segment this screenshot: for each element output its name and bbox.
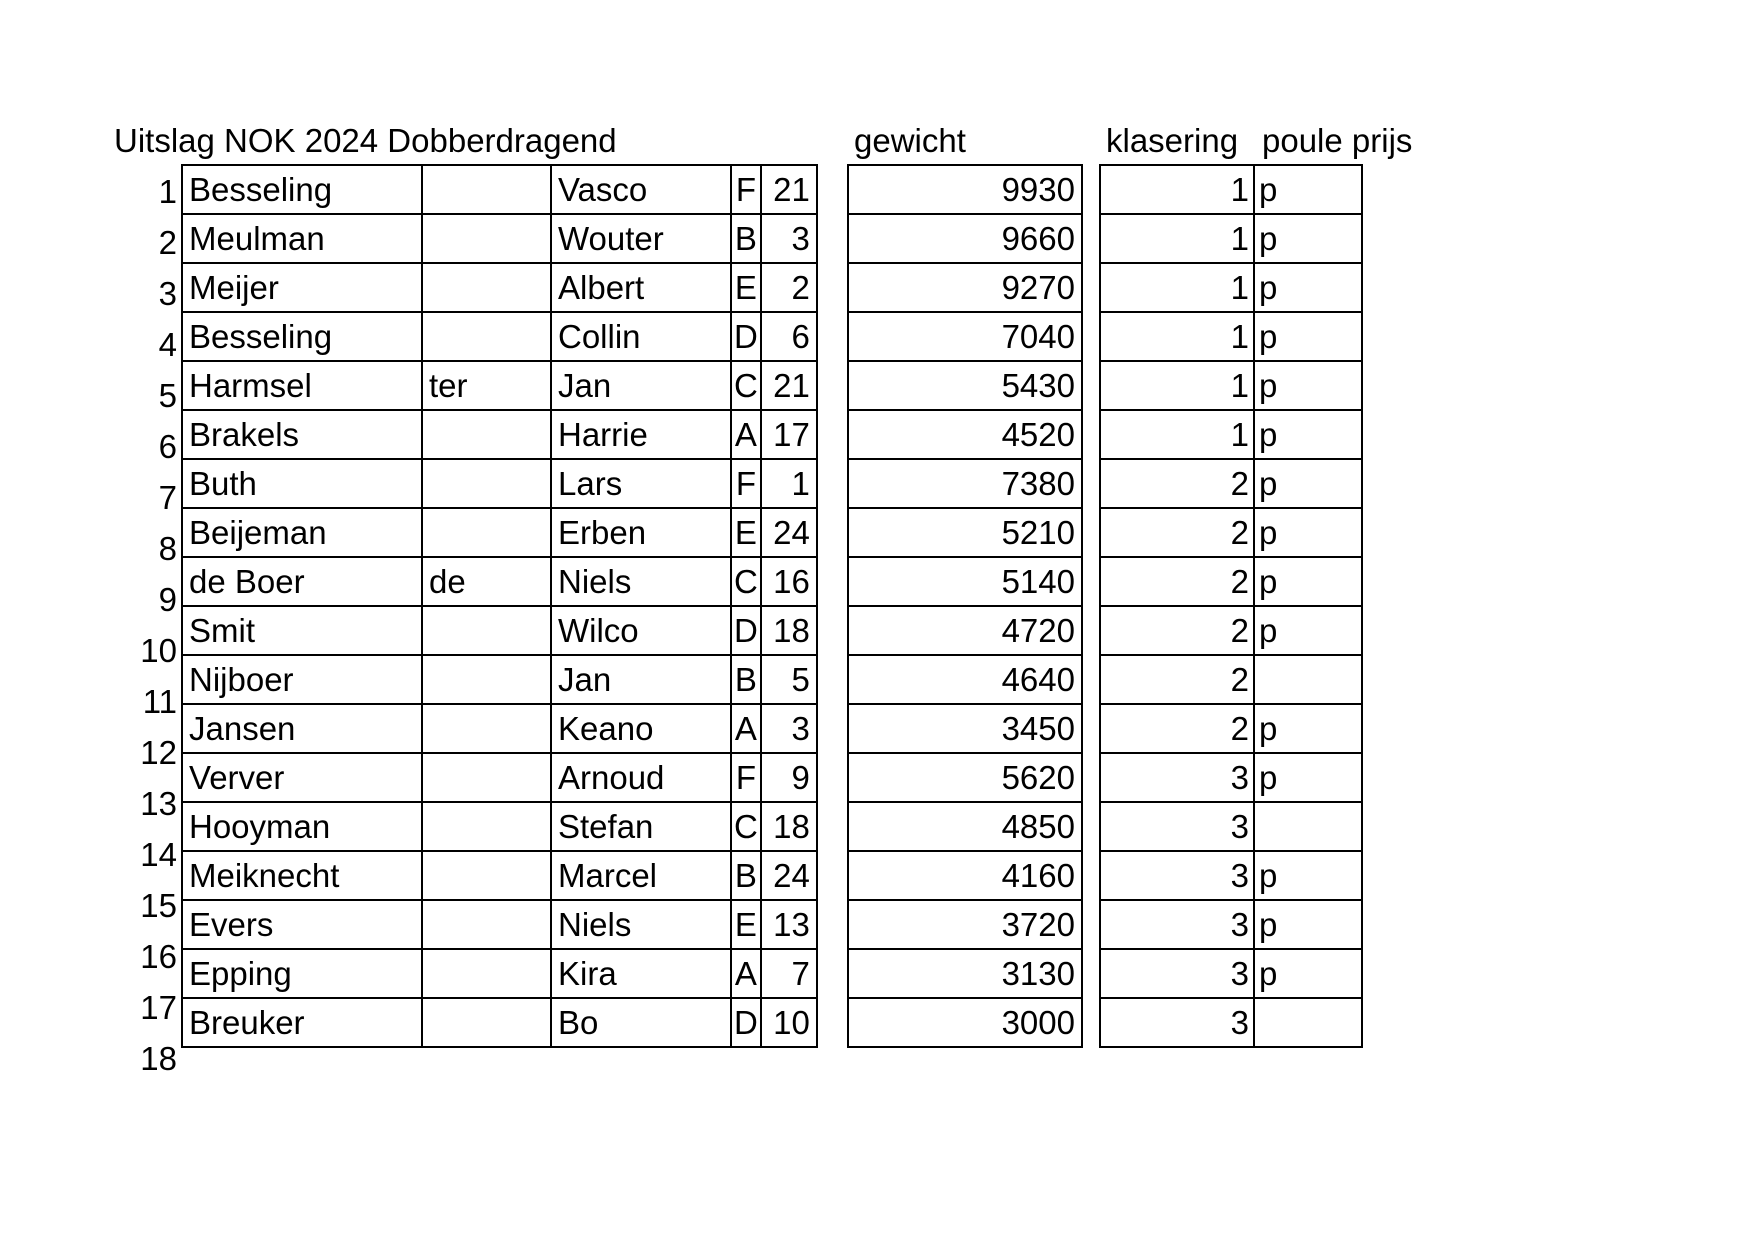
ranking-cell: 1 [1100,165,1254,214]
section-cell: C [731,802,761,851]
table-row [182,753,817,802]
prefix-cell [422,753,551,802]
spot-number-cell: 21 [761,361,817,410]
last-name-cell: Breuker [182,998,422,1047]
poule-prize-cell [1254,802,1362,851]
ranking-table [1099,164,1363,1048]
section-cell: A [731,704,761,753]
table-row [182,900,817,949]
position-column [120,166,180,1084]
row-position: 1 [158,173,177,210]
ranking-cell: 2 [1100,508,1254,557]
ranking-cell: 2 [1100,557,1254,606]
first-name-cell: Jan [551,361,731,410]
first-name-cell: Lars [551,459,731,508]
last-name-cell: Meijer [182,263,422,312]
last-name-cell: Beijeman [182,508,422,557]
poule-prize-cell: p [1254,753,1362,802]
prefix-cell [422,165,551,214]
table-row [182,263,817,312]
section-cell: D [731,606,761,655]
row-position: 14 [140,836,177,873]
last-name-cell: Brakels [182,410,422,459]
row-position: 2 [158,224,177,261]
row-position: 3 [158,275,177,312]
table-row [182,802,817,851]
prefix-cell [422,508,551,557]
poule-prize-cell [1254,655,1362,704]
first-name-cell: Stefan [551,802,731,851]
last-name-cell: Jansen [182,704,422,753]
table-row [1100,802,1362,851]
poule-prize-cell: p [1254,165,1362,214]
prefix-cell [422,410,551,459]
ranking-cell: 2 [1100,704,1254,753]
spot-number-cell: 24 [761,508,817,557]
prefix-cell [422,606,551,655]
row-position: 10 [140,632,177,669]
table-row [1100,508,1362,557]
prefix-cell [422,214,551,263]
table-row [848,606,1082,655]
table-row [848,557,1082,606]
ranking-cell: 1 [1100,361,1254,410]
ranking-cell: 2 [1100,606,1254,655]
spot-number-cell: 13 [761,900,817,949]
section-cell: D [731,998,761,1047]
last-name-cell: Harmsel [182,361,422,410]
last-name-cell: Nijboer [182,655,422,704]
header-gewicht: gewicht [854,122,966,159]
table-row [182,312,817,361]
table-row [848,900,1082,949]
spot-number-cell: 9 [761,753,817,802]
table-row [1100,655,1362,704]
poule-prize-cell: p [1254,214,1362,263]
last-name-cell: Buth [182,459,422,508]
section-cell: B [731,851,761,900]
poule-prize-cell: p [1254,361,1362,410]
spot-number-cell: 3 [761,704,817,753]
poule-prize-cell: p [1254,263,1362,312]
spot-number-cell: 18 [761,606,817,655]
weight-cell: 9660 [848,214,1082,263]
poule-prize-cell: p [1254,557,1362,606]
last-name-cell: Besseling [182,312,422,361]
table-row [182,949,817,998]
prefix-cell [422,312,551,361]
table-row [1100,410,1362,459]
header-klasering: klasering [1106,122,1239,159]
weight-cell: 4520 [848,410,1082,459]
table-row [848,165,1082,214]
table-row [1100,704,1362,753]
prefix-cell [422,998,551,1047]
last-name-cell: Hooyman [182,802,422,851]
table-row [848,998,1082,1047]
section-cell: E [731,263,761,312]
row-position: 15 [140,887,177,924]
last-name-cell: de Boer [182,557,422,606]
page-title: Uitslag NOK 2024 Dobberdragend [114,122,617,159]
row-position: 4 [158,326,177,363]
poule-prize-cell: p [1254,459,1362,508]
section-cell: C [731,361,761,410]
last-name-cell: Besseling [182,165,422,214]
table-row [182,557,817,606]
weight-cell: 3450 [848,704,1082,753]
table-row [1100,900,1362,949]
spot-number-cell: 17 [761,410,817,459]
ranking-cell: 3 [1100,998,1254,1047]
table-row [182,655,817,704]
poule-prize-cell: p [1254,900,1362,949]
first-name-cell: Harrie [551,410,731,459]
first-name-cell: Wouter [551,214,731,263]
weight-cell: 5620 [848,753,1082,802]
ranking-cell: 1 [1100,214,1254,263]
first-name-cell: Niels [551,557,731,606]
poule-prize-cell: p [1254,851,1362,900]
spot-number-cell: 5 [761,655,817,704]
weight-cell: 3130 [848,949,1082,998]
row-position: 9 [158,581,177,618]
first-name-cell: Arnoud [551,753,731,802]
section-cell: A [731,949,761,998]
ranking-cell: 3 [1100,900,1254,949]
table-row [1100,851,1362,900]
poule-prize-cell: p [1254,949,1362,998]
ranking-cell: 2 [1100,459,1254,508]
weight-cell: 9930 [848,165,1082,214]
table-row [1100,312,1362,361]
table-row [182,998,817,1047]
section-cell: F [731,459,761,508]
table-row [182,851,817,900]
table-row [848,508,1082,557]
first-name-cell: Wilco [551,606,731,655]
table-row [848,949,1082,998]
table-row [848,802,1082,851]
last-name-cell: Epping [182,949,422,998]
row-position: 17 [140,989,177,1026]
first-name-cell: Jan [551,655,731,704]
table-row [848,753,1082,802]
first-name-cell: Niels [551,900,731,949]
prefix-cell: de [422,557,551,606]
row-position: 8 [158,530,177,567]
table-row [182,410,817,459]
prefix-cell [422,263,551,312]
table-row [848,263,1082,312]
table-row [848,312,1082,361]
section-cell: B [731,655,761,704]
table-row [182,704,817,753]
prefix-cell [422,802,551,851]
prefix-cell [422,900,551,949]
poule-prize-cell: p [1254,704,1362,753]
prefix-cell [422,949,551,998]
table-row [848,704,1082,753]
section-cell: E [731,900,761,949]
table-row [1100,753,1362,802]
spot-number-cell: 1 [761,459,817,508]
last-name-cell: Smit [182,606,422,655]
poule-prize-cell [1254,998,1362,1047]
weight-cell: 7040 [848,312,1082,361]
spot-number-cell: 7 [761,949,817,998]
weight-cell: 5430 [848,361,1082,410]
table-row [1100,165,1362,214]
table-row [848,214,1082,263]
section-cell: E [731,508,761,557]
table-row [1100,214,1362,263]
row-position: 16 [140,938,177,975]
ranking-cell: 2 [1100,655,1254,704]
ranking-cell: 3 [1100,753,1254,802]
prefix-cell: ter [422,361,551,410]
table-row [848,410,1082,459]
weight-cell: 9270 [848,263,1082,312]
ranking-cell: 1 [1100,263,1254,312]
ranking-cell: 3 [1100,949,1254,998]
poule-prize-cell: p [1254,312,1362,361]
ranking-cell: 3 [1100,802,1254,851]
weight-cell: 3000 [848,998,1082,1047]
section-cell: F [731,753,761,802]
row-position: 5 [158,377,177,414]
first-name-cell: Erben [551,508,731,557]
table-row [182,606,817,655]
table-row [182,165,817,214]
weight-table [847,164,1083,1048]
row-position: 11 [142,683,177,720]
weight-cell: 5140 [848,557,1082,606]
spot-number-cell: 10 [761,998,817,1047]
prefix-cell [422,459,551,508]
header-poule-prijs: poule prijs [1262,122,1413,159]
table-row [1100,557,1362,606]
section-cell: D [731,312,761,361]
row-position: 18 [140,1040,177,1077]
table-row [1100,361,1362,410]
table-row [1100,606,1362,655]
poule-prize-cell: p [1254,508,1362,557]
section-cell: F [731,165,761,214]
first-name-cell: Albert [551,263,731,312]
weight-cell: 4160 [848,851,1082,900]
section-cell: A [731,410,761,459]
weight-cell: 4640 [848,655,1082,704]
last-name-cell: Verver [182,753,422,802]
spot-number-cell: 6 [761,312,817,361]
weight-cell: 4720 [848,606,1082,655]
row-position: 6 [158,428,177,465]
section-cell: B [731,214,761,263]
spot-number-cell: 3 [761,214,817,263]
poule-prize-cell: p [1254,606,1362,655]
first-name-cell: Keano [551,704,731,753]
row-position: 12 [140,734,177,771]
table-row [1100,949,1362,998]
table-row [1100,263,1362,312]
last-name-cell: Meulman [182,214,422,263]
weight-cell: 4850 [848,802,1082,851]
spot-number-cell: 24 [761,851,817,900]
ranking-cell: 1 [1100,312,1254,361]
weight-cell: 3720 [848,900,1082,949]
prefix-cell [422,704,551,753]
weight-cell: 7380 [848,459,1082,508]
table-row [1100,998,1362,1047]
table-row [848,459,1082,508]
section-cell: C [731,557,761,606]
table-row [848,851,1082,900]
last-name-cell: Evers [182,900,422,949]
first-name-cell: Collin [551,312,731,361]
first-name-cell: Vasco [551,165,731,214]
table-row [848,361,1082,410]
last-name-cell: Meiknecht [182,851,422,900]
table-row [182,459,817,508]
first-name-cell: Bo [551,998,731,1047]
prefix-cell [422,655,551,704]
weight-cell: 5210 [848,508,1082,557]
spot-number-cell: 21 [761,165,817,214]
first-name-cell: Marcel [551,851,731,900]
first-name-cell: Kira [551,949,731,998]
table-row [182,214,817,263]
names-table [181,164,818,1048]
spot-number-cell: 18 [761,802,817,851]
table-row [182,361,817,410]
row-position: 13 [140,785,177,822]
poule-prize-cell: p [1254,410,1362,459]
table-row [1100,459,1362,508]
spot-number-cell: 2 [761,263,817,312]
ranking-cell: 3 [1100,851,1254,900]
spot-number-cell: 16 [761,557,817,606]
ranking-cell: 1 [1100,410,1254,459]
table-row [848,655,1082,704]
table-row [182,508,817,557]
prefix-cell [422,851,551,900]
row-position: 7 [158,479,177,516]
